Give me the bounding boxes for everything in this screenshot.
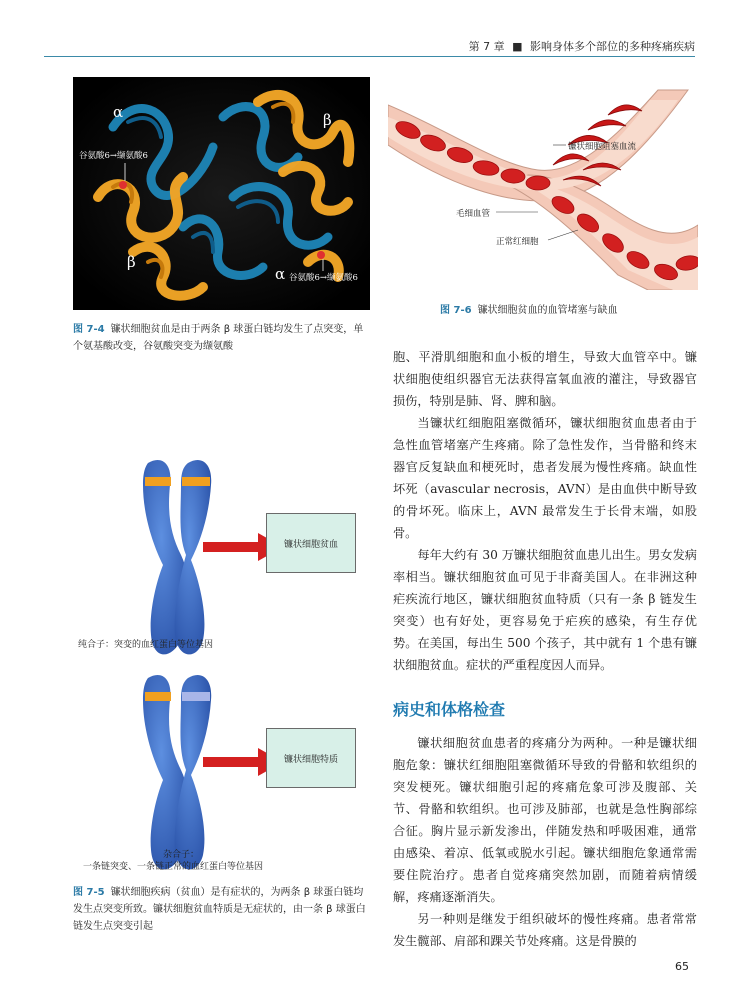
page-number: 65 <box>675 960 689 973</box>
paragraph: 另一种则是继发于组织破坏的慢性疼痛。患者常常发生髋部、肩部和踝关节处疼痛。这是骨膜的 <box>393 912 697 948</box>
chromosome-heterozygous <box>143 675 211 869</box>
paragraph: 每年大约有 30 万镰状细胞贫血患儿出生。男女发病率相当。镰状细胞贫血可见于非裔美国人。在非洲这种疟疾流行地区，镰状细胞贫血特质（只有一条 β 链发生突变）也有好处，更容易免于疟疾的感染，有生存优势。在美国，每出生 500 个孩子，其中就有 1 个患有镰状细胞贫血。症状的严重程度因人而异。 <box>393 548 697 672</box>
caption-text: 镰状细胞疾病（贫血）是有症状的，为两条 β 球蛋白链均发生点突变所致。镰状细胞贫血特质是无症状的，由一条 β 球蛋白链发生点突变引起 <box>73 887 366 932</box>
chromosome-homozygous <box>143 460 211 654</box>
chapter-title: 影响身体多个部位的多种疼痛疾病 <box>530 40 695 53</box>
mutation-label-left: 谷氨酸6→缬氨酸6 <box>79 151 148 161</box>
label-alpha-bottom: α <box>275 265 286 283</box>
paragraph: 胞、平滑肌细胞和血小板的增生，导致大血管卒中。镰状细胞使组织器官无法获得富氧血液的灌注，导致器官损伤，特别是肺、肾、脾和脑。 <box>393 350 697 408</box>
label-heterozygous-desc: 一条链突变、一条链正常的血红蛋白等位基因 <box>83 862 264 872</box>
vessel-blockage-figure <box>388 75 698 290</box>
figure-number: 图 7-6 <box>440 305 472 316</box>
label-normal-rbc: 正常红细胞 <box>496 237 539 247</box>
section-heading: 病史和体格检查 <box>393 700 506 719</box>
running-header <box>469 38 695 54</box>
figure-7-4-caption <box>73 321 373 355</box>
hemoglobin-structure-figure <box>73 77 370 310</box>
label-alpha-top: α <box>113 103 124 121</box>
mutation-site-right <box>317 251 325 259</box>
mutant-band <box>145 477 171 486</box>
label-beta-bottom: β <box>127 253 136 271</box>
mutant-band <box>182 477 210 486</box>
figure-7-5-caption <box>73 884 373 935</box>
body-text-column-2 <box>393 732 697 952</box>
figure-number: 图 7-4 <box>73 324 105 335</box>
caption-text: 镰状细胞贫血的血管堵塞与缺血 <box>477 305 618 316</box>
mutant-band <box>145 692 171 701</box>
chromosome-figure <box>73 455 373 875</box>
header-rule <box>44 56 695 57</box>
label-homozygous: 纯合子：突变的血红蛋白等位基因 <box>78 640 214 650</box>
label-heterozygous-title: 杂合子： <box>163 850 200 860</box>
caption-text: 镰状细胞贫血是由于两条 β 球蛋白链均发生了点突变，单个氨基酸改变，谷氨酸突变为缬氨酸 <box>73 324 364 352</box>
mutation-site-left <box>119 181 127 189</box>
mutation-label-right: 谷氨酸6→缬氨酸6 <box>289 273 358 283</box>
box-sickle-cell-trait: 镰状细胞特质 <box>266 728 356 788</box>
vessel-illustration <box>388 75 698 290</box>
label-blocked-flow: 镰状细胞阻塞血流 <box>568 142 637 152</box>
paragraph: 镰状细胞贫血患者的疼痛分为两种。一种是镰状细胞危象：镰状红细胞阻塞微循环导致的骨骼和软组织的突发梗死。镰状细胞引起的疼痛危象可涉及腹部、关节、骨骼和软组织。也可涉及肺部，也就是急性胸部综合征。胸片显示新发渗出，伴随发热和呼吸困难，通常由感染、着凉、低氧或脱水引起。镰状细胞危象通常需要住院治疗。患者自觉疼痛突然加剧，而随着病情缓解，疼痛逐渐消失。 <box>393 736 697 904</box>
label-beta-top: β <box>323 111 332 129</box>
figure-number: 图 7-5 <box>73 887 105 898</box>
paragraph: 当镰状红细胞阻塞微循环，镰状细胞贫血患者由于急性血管堵塞产生疼痛。除了急性发作，当骨骼和终末器官反复缺血和梗死时，患者发展为慢性疼痛。缺血性坏死（avascular necrosis，AVN）是由血供中断导致的骨坏死。临床上，AVN 最常发生于长骨末端，如股骨。 <box>393 416 697 540</box>
chapter-number: 第 7 章 <box>468 40 505 53</box>
header-separator: ■ <box>512 40 523 53</box>
box-sickle-cell-anemia: 镰状细胞贫血 <box>266 513 356 573</box>
label-capillary: 毛细血管 <box>456 209 491 219</box>
figure-7-6-caption <box>440 302 618 319</box>
normal-band <box>182 692 210 701</box>
body-text-column <box>393 346 697 676</box>
